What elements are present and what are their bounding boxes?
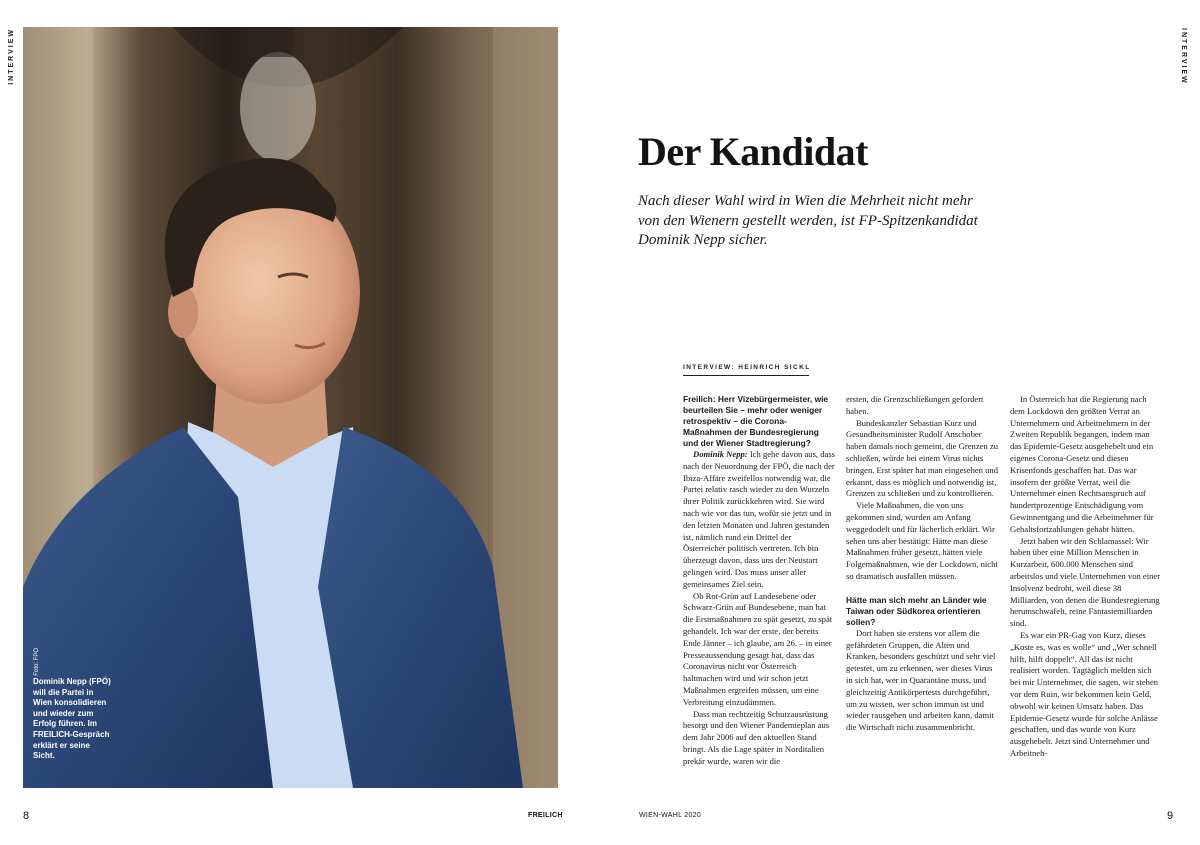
answer-paragraph: Viele Maßnahmen, die von uns gekommen sind, wurden am Anfang weggedodelt und für lächerlich erklärt. Wir sehen uns aber bestätigt: Hätte man diese Maßnahmen früher gesetzt, hätten viele Folgemaßnahmen, wie der Lockdown, nicht so dramatisch ausfallen müssen. (846, 500, 998, 581)
answer-paragraph: Es war ein PR-Gag von Kurz, dieses „Koste es, was es wolle“ und „Wer schnell hilft, hilft doppelt“. All das ist nicht realisiert worden. Tagtäglich melden sich bei mir Unternehmer, die sagen, wir stehen vor dem Ruin, wir bekommen kein Geld, obwohl wir keinen Umsatz haben. Das Epidemie-Gesetz wurde für solche Anlässe geschaffen, und das wurde von Kurz ausgehebelt. Jetzt sind Unternehmer und Arbeitneh- (1010, 629, 1159, 758)
byline-rule (683, 375, 809, 376)
article-column-2 (846, 394, 998, 734)
photo-caption: Dominik Nepp (FPÖ) will die Partei in Wien konsolidieren und wieder zum Erfolg führen. Im FREILICH-Gespräch erklärt er seine Sicht. (33, 677, 111, 761)
answer-text: Ich gehe davon aus, dass nach der Neuordnung der FPÖ, die nach der Ibiza-Affäre zweifellos notwendig war, die Partei relativ rasch wieder zu den Wurzeln ihrer Politik zurückkehren wird. Sie wird nach wie vor das tun, wofür sie jetzt und in den letzten Monaten und Jahren gestanden ist, nämlich rund ein Drittel der Österreicher politisch vertreten. Ich bin überzeugt davon, dass uns der Neustart gelingen wird. Das muss unser aller gemeinsames Ziel sein. (683, 449, 836, 589)
article-column-1 (683, 394, 835, 768)
portrait-photo (23, 27, 558, 788)
interview-question-2: Hätte man sich mehr an Länder wie Taiwan oder Südkorea orientieren sollen? (846, 594, 987, 627)
answer-paragraph: Dass man rechtzeitig Schutzausrüstung besorgt und den Wiener Pandemieplan aus dem Jahr 2006 auf den aktuellen Stand bringt. Als die Lage später in Norditalien prekär wurde, waren wir die (683, 708, 830, 766)
answer-paragraph: Bundeskanzler Sebastian Kurz und Gesundheitsminister Rudolf Anschober haben damals noch gemeint, die Grenzen zu schließen, würde bei einem Virus nichts bringen. Erst später hat man eingesehen und erkannt, dass es möglich und notwendig ist, Grenzen zu schließen und zu kontrollieren. (846, 417, 999, 499)
answer-paragraph: Jetzt haben wir den Schlamassel: Wir haben über eine Million Menschen in Kurzarbeit, 600.000 Menschen sind arbeitslos und viele Unternehmen von einer Insolvenz bedroht, weil diese 38 Milliarden, von denen die Bundesregierung herumschwafelt, reine Fantasiemilliarden sind. (1010, 535, 1161, 629)
answer-paragraph: ersten, die Grenzschließungen gefordert haben. (846, 394, 984, 416)
article-headline: Der Kandidat (638, 129, 868, 174)
section-label-left: INTERVIEW (8, 28, 15, 85)
page-number-left: 8 (23, 810, 30, 822)
answer-paragraph: Dort haben sie erstens vor allem die gefährdeten Gruppen, die Alten und Kranken, besonders geschützt und sehr viel getestet, um zu erkennen, wer dieses Virus in sich hat, wer in Quarantäne muss, und gleichzeitig Antikörpertests durchgeführt, um zu wissen, wer schon immun ist und wieder rausgehen und arbeiten kann, damit die Wirtschaft nicht zusammenbricht. (846, 627, 996, 733)
article-byline: INTERVIEW: HEINRICH SICKL (683, 364, 811, 371)
answer-paragraph: In Österreich hat die Regierung nach dem Lockdown den größten Verrat an Unternehmern und Arbeitnehmern in der Zweiten Republik begangen, indem man das Epidemie-Gesetz ausgehebelt und ein eigenes Corona-Gesetz und diesen Krisenfonds geschaffen hat. Das war insofern der größte Verrat, weil die Unternehmer einen Rechtsanspruch auf hundertprozentige Entschädigung vom Gewinnentgang und die Arbeitnehmer für Gehaltsfortzahlungen gehabt hätten. (1010, 394, 1154, 534)
issue-title: WIEN-WAHL 2020 (639, 812, 702, 819)
article-standfirst: Nach dieser Wahl wird in Wien die Mehrheit nicht mehr von den Wienern gestellt werden, ist FP-Spitzenkandidat Dominik Nepp sicher. (638, 193, 978, 248)
answer-paragraph (683, 449, 835, 591)
photo-credit: Foto: FPÖ (34, 648, 40, 676)
speaker-name: Dominik Nepp: (693, 449, 748, 459)
page-number-right: 9 (1167, 810, 1174, 822)
magazine-name: FREILICH (528, 812, 563, 819)
section-label-right: INTERVIEW (1180, 28, 1187, 85)
interview-question-1: Freilich: Herr Vizebürgermeister, wie beurteilen Sie – mehr oder weniger retrospektiv – die Corona-Maßnahmen der Bundesregierung und der Wiener Stadtregierung? (683, 394, 829, 448)
answer-paragraph: Ob Rot-Grün auf Landesebene oder Schwarz-Grün auf Bundesebene, man hat die Erstmaßnahmen zu spät gesetzt, zu spät gehandelt. Ich war der erste, der bereits Ende Jänner – ich glaube, am 26. – in einer Presseaussendung gesagt hat, dass das Coronavirus nicht vor Österreich haltmachen wird und wir schon jetzt Maßnahmen ergreifen müssen, um eine Verbreitung einzudämmen. (683, 590, 833, 707)
article-column-3 (1010, 394, 1162, 760)
